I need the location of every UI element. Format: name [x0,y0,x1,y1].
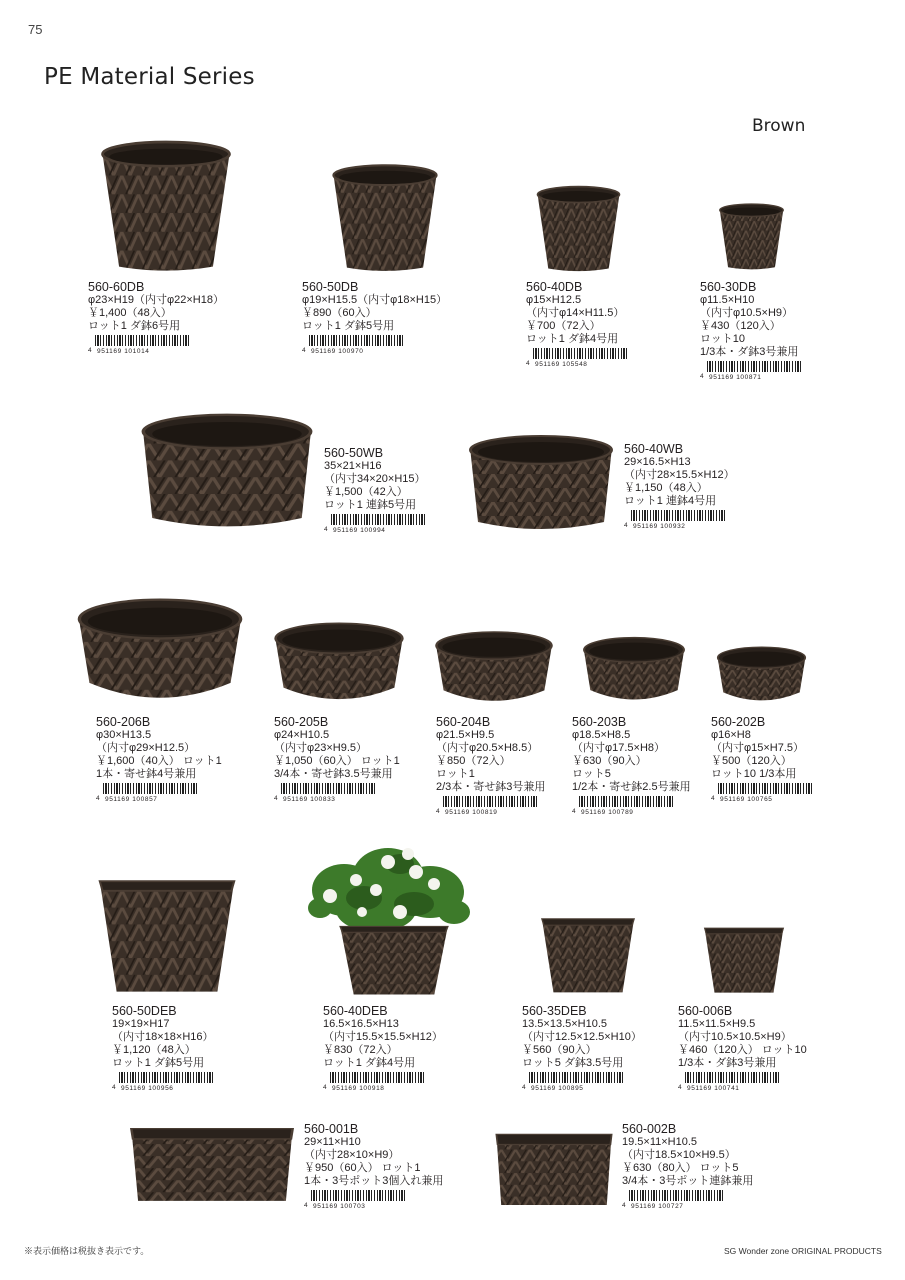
spec-line: 16.5×16.5×H13 [323,1018,399,1030]
use-line: 1/3本・ダ鉢3号兼用 [700,346,799,358]
product-560-50DEB [112,1004,214,1092]
product-image-560-001B [128,1120,296,1206]
lot-line: ロット1 連鉢5号用 [324,499,417,511]
product-code: 560-50DB [302,280,359,294]
price-line: ￥1,500（42入） [324,486,408,498]
spec-line: （内寸34×20×H15） [324,473,426,485]
use-line: 3/4本・3号ポット連鉢兼用 [622,1175,754,1187]
use-line: 3/4本・寄せ鉢3.5号兼用 [274,768,393,780]
product-code: 560-60DB [88,280,145,294]
spec-line: φ16×H8 [711,729,751,741]
product-560-205B [274,715,400,803]
spec-line: （内寸10.5×10.5×H9） [678,1031,792,1043]
barcode: 4 951169 100895 [522,1072,642,1092]
product-code: 560-30DB [700,280,757,294]
barcode: 4 951169 100727 [622,1190,753,1210]
spec-line: （内寸18.5×10×H9.5） [622,1149,736,1161]
lot-line: ロット1 ダ鉢4号用 [526,333,619,345]
spec-line: φ19×H15.5（内寸φ18×H15） [302,294,448,306]
page-number: 75 [28,22,43,37]
spec-line: （内寸28×15.5×H12） [624,469,735,481]
product-560-40DEB [323,1004,443,1092]
price-line: ￥430（120入） [700,320,781,332]
spec-line: φ23×H19（内寸φ22×H18） [88,294,224,306]
spec-line: （内寸18×18×H16） [112,1031,214,1043]
price-line: ￥630（80入） ロット5 [622,1162,739,1174]
product-image-560-50DEB [97,874,237,994]
product-image-560-40DB [534,184,623,272]
product-image-560-205B [273,619,405,707]
use-line: 1本・寄せ鉢4号兼用 [96,768,197,780]
price-line: ￥560（90入） [522,1044,597,1056]
spec-line: 13.5×13.5×H10.5 [522,1018,608,1030]
price-line: ￥1,150（48入） [624,482,708,494]
barcode: 4 951169 100994 [324,514,426,534]
product-image-560-202B [716,644,807,706]
product-560-206B [96,715,222,803]
use-line: 2/3本・寄せ鉢3号兼用 [436,781,546,793]
barcode: 4 951169 100970 [302,335,447,355]
product-image-560-204B [434,628,554,708]
spec-line: φ11.5×H10 [700,294,755,306]
lot-line: ロット5 ダ鉢3.5号用 [522,1057,624,1069]
barcode: 4 951169 100703 [304,1190,443,1210]
product-code: 560-40WB [624,442,684,456]
product-code: 560-203B [572,715,627,729]
product-560-50WB [324,446,426,534]
product-code: 560-205B [274,715,329,729]
product-560-001B [304,1122,443,1210]
product-image-560-35DEB [540,914,636,994]
product-code: 560-40DEB [323,1004,388,1018]
price-line: ￥1,400（48入） [88,307,172,319]
spec-line: （内寸φ20.5×H8.5） [436,742,539,754]
barcode: 4 951169 100765 [711,783,804,803]
price-line: ￥460（120入） ロット10 [678,1044,807,1056]
spec-line: （内寸φ17.5×H8） [572,742,666,754]
spec-line: （内寸φ23×H9.5） [274,742,368,754]
product-code: 560-006B [678,1004,733,1018]
product-560-006B [678,1004,807,1092]
product-code: 560-202B [711,715,766,729]
product-code: 560-35DEB [522,1004,587,1018]
price-line: ￥830（72入） [323,1044,398,1056]
price-line: ￥1,050（60入） ロット1 [274,755,400,767]
barcode: 4 951169 100741 [678,1072,807,1092]
spec-line: 11.5×11.5×H9.5 [678,1018,756,1030]
price-line: ￥1,120（48入） [112,1044,196,1056]
barcode: 4 951169 100833 [274,783,400,803]
price-line: ￥950（60入） ロット1 [304,1162,421,1174]
spec-line: （内寸φ15×H7.5） [711,742,805,754]
product-560-203B [572,715,691,816]
product-code: 560-206B [96,715,151,729]
lot-line: ロット10 1/3本用 [711,768,797,780]
color-label: Brown [752,116,806,136]
product-560-50DB [302,280,447,355]
product-image-560-60DB [97,138,235,272]
product-image-560-40WB [466,432,616,532]
product-image-560-30DB [717,202,786,270]
spec-line: φ18.5×H8.5 [572,729,631,741]
use-line: 1/2本・寄せ鉢2.5号兼用 [572,781,691,793]
product-code: 560-002B [622,1122,677,1136]
lot-line: ロット5 [572,768,611,780]
spec-line: φ15×H12.5 [526,294,582,306]
barcode: 4 951169 100857 [96,783,222,803]
spec-line: （内寸φ10.5×H9） [700,307,794,319]
price-line: ￥850（72入） [436,755,511,767]
barcode: 4 951169 100819 [436,796,545,816]
lot-line: ロット1 ダ鉢6号用 [88,320,181,332]
price-line: ￥1,600（40入） ロット1 [96,755,222,767]
lot-line: ロット1 ダ鉢5号用 [302,320,395,332]
price-line: ￥500（120入） [711,755,792,767]
spec-line: （内寸φ29×H12.5） [96,742,196,754]
barcode: 4 951169 100932 [624,510,735,530]
product-560-40WB [624,442,735,530]
barcode: 4 951169 100956 [112,1072,214,1092]
product-560-204B [436,715,545,816]
product-code: 560-001B [304,1122,359,1136]
product-code: 560-40DB [526,280,583,294]
barcode: 4 951169 100918 [323,1072,443,1092]
use-line: 1/3本・ダ鉢3号兼用 [678,1057,777,1069]
lot-line: ロット1 ダ鉢5号用 [112,1057,205,1069]
barcode: 4 951169 100789 [572,796,691,816]
barcode: 4 951169 100871 [700,361,798,381]
barcode: 4 951169 101014 [88,335,224,355]
product-code: 560-50DEB [112,1004,177,1018]
page-title: PE Material Series [44,64,255,90]
product-image-560-206B [76,594,244,708]
price-line: ￥630（90入） [572,755,647,767]
barcode: 4 951169 105548 [526,348,624,368]
spec-line: 19.5×11×H10.5 [622,1136,698,1148]
spec-line: 29×16.5×H13 [624,456,691,468]
spec-line: （内寸15.5×15.5×H12） [323,1031,443,1043]
product-560-35DEB [522,1004,642,1092]
product-image-560-006B [703,924,785,994]
spec-line: 19×19×H17 [112,1018,170,1030]
price-line: ￥890（60入） [302,307,377,319]
product-image-560-203B [582,634,686,706]
spec-line: 35×21×H16 [324,460,382,472]
product-560-30DB [700,280,798,381]
product-image-560-50WB [138,410,316,530]
lot-line: ロット10 [700,333,746,345]
product-code: 560-50WB [324,446,384,460]
product-image-560-002B [494,1126,614,1210]
spec-line: φ24×H10.5 [274,729,330,741]
product-560-202B [711,715,804,803]
product-image-560-40DEB [338,922,450,996]
product-image-560-50DB [329,162,441,272]
spec-line: （内寸φ14×H11.5） [526,307,625,319]
spec-line: φ30×H13.5 [96,729,152,741]
product-560-002B [622,1122,753,1210]
spec-line: φ21.5×H9.5 [436,729,495,741]
product-560-60DB [88,280,224,355]
lot-line: ロット1 ダ鉢4号用 [323,1057,416,1069]
product-code: 560-204B [436,715,491,729]
spec-line: 29×11×H10 [304,1136,361,1148]
tax-note: ※表示価格は税抜き表示です。 [24,1246,150,1256]
use-line: 1本・3号ポット3個入れ兼用 [304,1175,444,1187]
price-line: ￥700（72入） [526,320,601,332]
spec-line: （内寸12.5×12.5×H10） [522,1031,642,1043]
spec-line: （内寸28×10×H9） [304,1149,400,1161]
lot-line: ロット1 [436,768,475,780]
product-560-40DB [526,280,624,368]
brand-footer: SG Wonder zone ORIGINAL PRODUCTS [724,1246,882,1256]
lot-line: ロット1 連鉢4号用 [624,495,717,507]
